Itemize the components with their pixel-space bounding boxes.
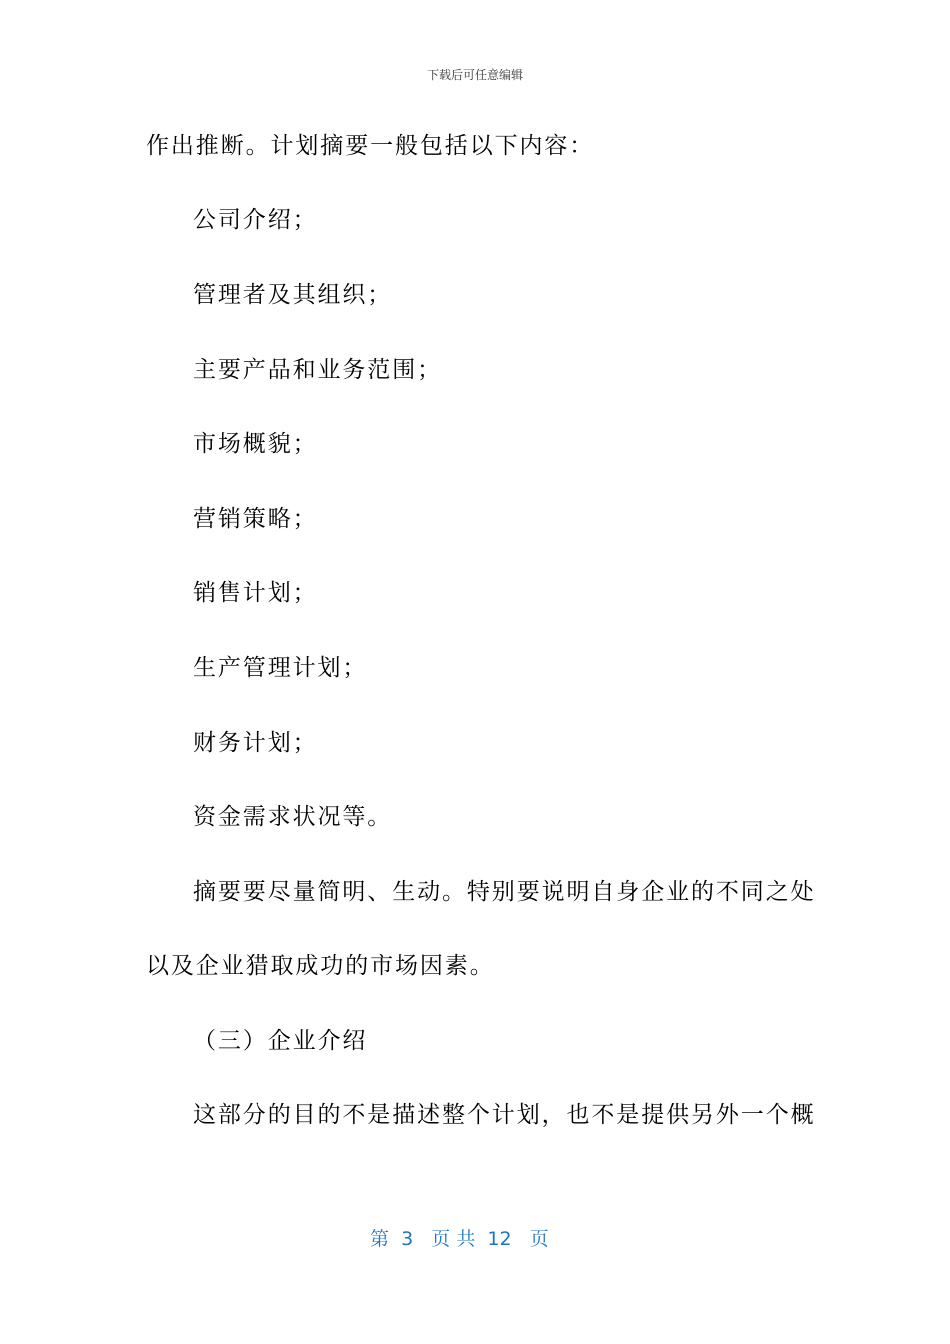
paragraph-line-summary-note-cont: 以及企业猎取成功的市场因素。 bbox=[146, 953, 495, 979]
page-header: 下载后可任意编辑 bbox=[426, 68, 523, 82]
list-item-marketing: 营销策略； bbox=[193, 506, 318, 532]
list-item-products: 主要产品和业务范围； bbox=[193, 357, 442, 383]
list-item-management: 管理者及其组织； bbox=[193, 282, 393, 308]
list-item-market: 市场概貌； bbox=[193, 431, 318, 457]
paragraph-line-summary-note: 摘要要尽量简明、生动。特别要说明自身企业的不同之处 bbox=[193, 879, 816, 905]
paragraph-line-company-intro: 这部分的目的不是描述整个计划，也不是提供另外一个概 bbox=[193, 1102, 816, 1128]
page-footer: 第 3 页 共 12 页 bbox=[370, 1228, 549, 1250]
list-item-funding: 资金需求状况等。 bbox=[193, 804, 393, 830]
list-item-production: 生产管理计划； bbox=[193, 655, 368, 681]
list-item-sales: 销售计划； bbox=[193, 580, 318, 606]
list-item-finance: 财务计划； bbox=[193, 730, 318, 756]
paragraph-line-summary-intro: 作出推断。计划摘要一般包括以下内容： bbox=[146, 133, 595, 159]
section-heading-company: （三）企业介绍 bbox=[193, 1028, 368, 1054]
list-item-company-intro: 公司介绍； bbox=[193, 207, 318, 233]
